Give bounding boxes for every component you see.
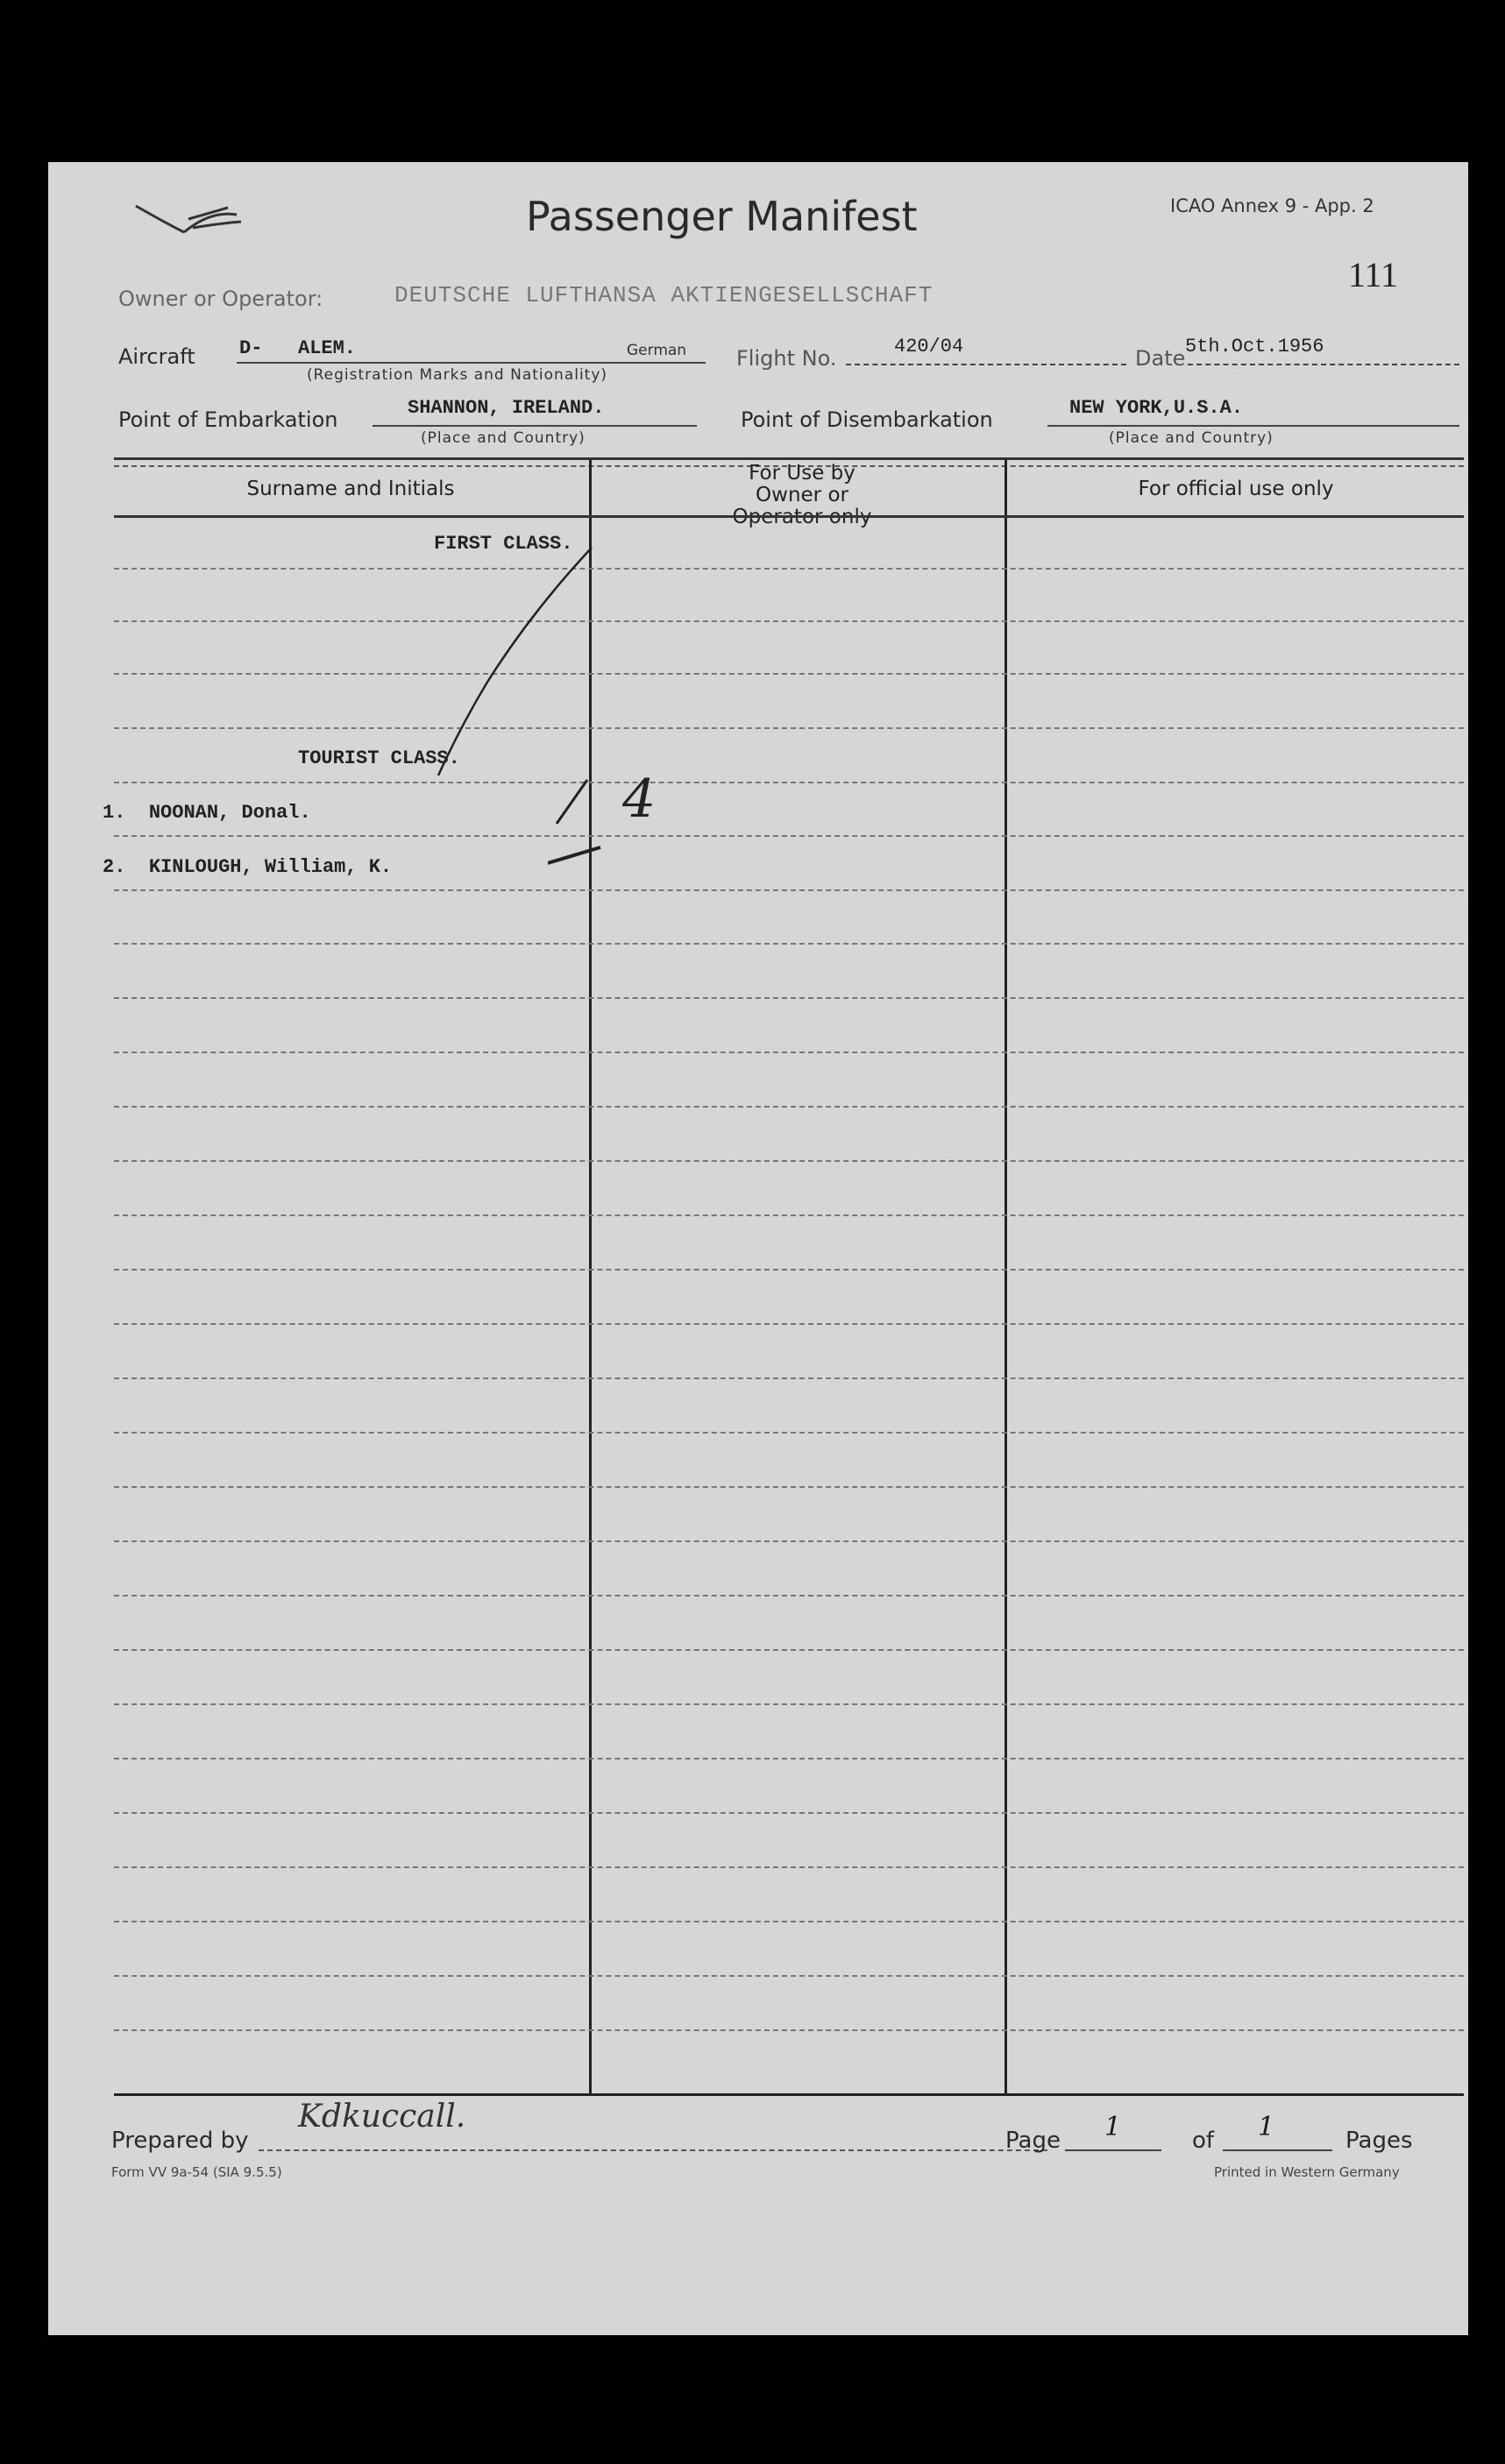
row-line: [114, 1214, 1464, 1216]
row-line: [114, 1106, 1464, 1108]
date-value: 5th.Oct.1956: [1185, 336, 1324, 358]
page-title: Passenger Manifest: [526, 193, 918, 240]
owner-value: DEUTSCHE LUFTHANSA AKTIENGESELLSCHAFT: [394, 282, 934, 308]
passenger-number: 1.: [103, 802, 126, 824]
signature: Kdkuccall.: [298, 2099, 466, 2135]
total-pages-fill-line: [1223, 2149, 1332, 2151]
first-class-label: FIRST CLASS.: [434, 533, 573, 555]
prepared-by-label: Prepared by: [111, 2128, 249, 2154]
embarkation-value: SHANNON, IRELAND.: [408, 397, 605, 419]
embarkation-fill-line: [373, 425, 697, 427]
row-line: [114, 727, 1464, 729]
row-line: [114, 1866, 1464, 1868]
passenger-name: NOONAN, Donal.: [148, 802, 311, 824]
flight-number: 420/04: [894, 336, 964, 358]
passenger-number: 2.: [103, 856, 126, 878]
sheet-number: 111: [1348, 255, 1399, 294]
aircraft-nationality: German: [627, 342, 687, 359]
col-header-official-use: For official use only: [1138, 478, 1334, 500]
prepared-by-fill-line: [259, 2149, 1047, 2151]
total-pages: 1: [1258, 2112, 1275, 2142]
row-line: [114, 1703, 1464, 1705]
handwritten-strike-line: [381, 543, 609, 789]
flight-fill-line: [846, 364, 1126, 365]
passenger-name: KINLOUGH, William, K.: [148, 856, 393, 878]
disembarkation-fill-line: [1047, 425, 1459, 427]
tourist-class-label: TOURIST CLASS.: [298, 747, 460, 769]
date-label: Date: [1135, 346, 1186, 371]
row-line: [114, 889, 1464, 891]
column-header-rule: [114, 515, 1464, 518]
form-number: Form VV 9a-54 (SIA 9.5.5): [111, 2164, 282, 2180]
page-fill-line: [1065, 2149, 1161, 2151]
pages-label: Pages: [1345, 2128, 1413, 2154]
row-line: [114, 673, 1464, 675]
col-header-surname: Surname and Initials: [246, 478, 455, 500]
row-line: [114, 782, 1464, 783]
printed-in-note: Printed in Western Germany: [1214, 2164, 1400, 2180]
scribble-mark-icon: [131, 197, 263, 241]
embarkation-caption: (Place and Country): [421, 429, 586, 447]
row-line: [114, 1975, 1464, 1977]
row-line: [114, 1160, 1464, 1162]
handwritten-tick-mark: [548, 775, 618, 881]
aircraft-fill-line: [237, 362, 706, 364]
of-label: of: [1192, 2128, 1215, 2154]
aircraft-registration: ALEM.: [298, 337, 357, 359]
disembarkation-caption: (Place and Country): [1109, 429, 1274, 447]
row-line: [114, 1812, 1464, 1814]
aircraft-prefix: D-: [239, 337, 263, 359]
embarkation-label: Point of Embarkation: [118, 407, 338, 432]
row-line: [114, 1323, 1464, 1325]
row-line: [114, 943, 1464, 945]
page-label: Page: [1005, 2128, 1061, 2154]
owner-label: Owner or Operator:: [118, 287, 323, 311]
disembarkation-label: Point of Disembarkation: [741, 407, 993, 432]
row-line: [114, 1649, 1464, 1651]
table-row: [103, 802, 311, 824]
aircraft-label: Aircraft: [118, 344, 195, 369]
row-line: [114, 1269, 1464, 1271]
row-line: [114, 1921, 1464, 1922]
page-number: 1: [1104, 2112, 1122, 2142]
table-row: [103, 856, 392, 878]
row-line: [114, 1486, 1464, 1488]
row-line: [114, 997, 1464, 999]
row-line: [114, 1377, 1464, 1379]
row-line: [114, 1758, 1464, 1759]
row-line: [114, 1540, 1464, 1542]
annex-reference: ICAO Annex 9 - App. 2: [1170, 195, 1374, 216]
handwritten-count: 4: [622, 768, 657, 830]
row-line: [114, 835, 1464, 837]
flight-label: Flight No.: [736, 346, 837, 371]
passenger-table: [48, 460, 1468, 2099]
col-header-owner-use: For Use by Owner or Operator only: [732, 462, 872, 528]
row-line: [114, 1432, 1464, 1434]
table-bottom-rule: [114, 2093, 1464, 2096]
row-line: [114, 1051, 1464, 1053]
row-line: [114, 1595, 1464, 1597]
aircraft-caption: (Registration Marks and Nationality): [307, 366, 608, 384]
column-divider-2: [1005, 460, 1007, 2095]
date-fill-line: [1188, 364, 1459, 365]
row-line: [114, 568, 1464, 570]
disembarkation-value: NEW YORK,U.S.A.: [1069, 397, 1244, 419]
row-line: [114, 620, 1464, 622]
row-line: [114, 2029, 1464, 2031]
manifest-sheet: [48, 162, 1468, 2335]
